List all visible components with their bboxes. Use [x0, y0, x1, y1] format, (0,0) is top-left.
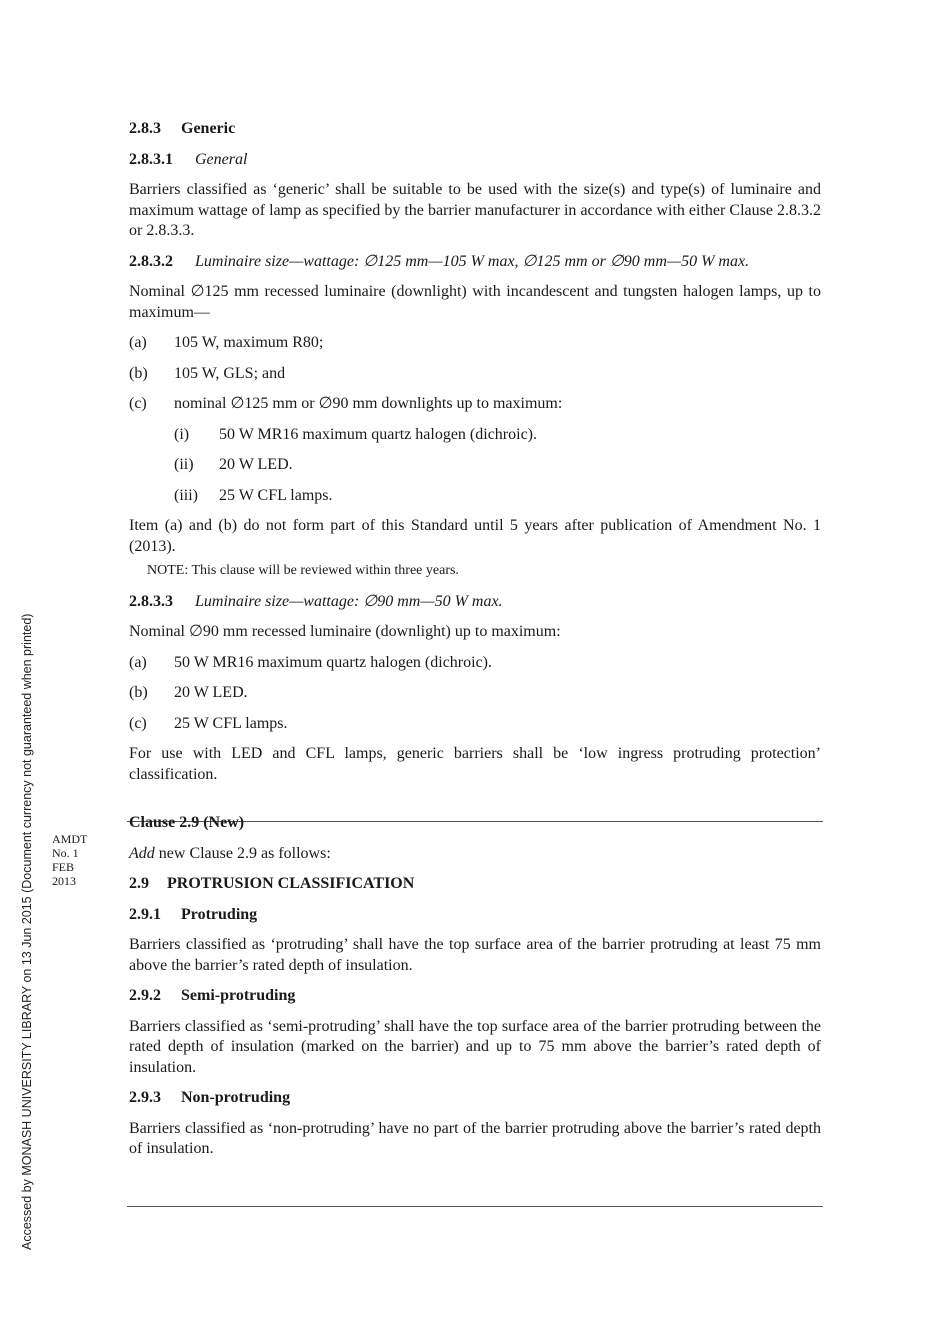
sub-list-label: (iii) [174, 486, 198, 504]
section-number: 2.9 [129, 875, 149, 892]
clause-2-9-1-body: Barriers classified as ‘protruding’ shall have the top surface area of the barrier protruding at least 75 mm above the barrier’s rated depth of insulation. [129, 936, 821, 974]
sub-list-text: 20 W LED. [219, 456, 293, 473]
clause-2-8-3-3-intro: Nominal ∅90 mm recessed luminaire (downlight) up to maximum: [129, 623, 561, 640]
sub-list-text: 50 W MR16 maximum quartz halogen (dichroic). [219, 425, 538, 443]
list-label: (b) [129, 684, 148, 701]
sub-list-item [129, 486, 821, 507]
clause-2-9-1-heading [129, 905, 821, 926]
clause-2-8-3-3-after: For use with LED and CFL lamps, generic barriers shall be ‘low ingress protruding protection’ classification. [129, 745, 821, 783]
clause-note: NOTE: This clause will be reviewed within three years. [147, 563, 459, 578]
clause-title: Protruding [181, 905, 258, 923]
section-2-9-heading [129, 874, 821, 895]
sub-list-label: (ii) [174, 456, 194, 473]
amendment-margin-note [52, 832, 87, 888]
clause-title: Luminaire size—wattage [195, 252, 354, 270]
add-rest: new Clause 2.9 as follows: [154, 844, 331, 862]
clause-number: 2.8.3.1 [129, 150, 173, 168]
clause-title: Semi-protruding [181, 987, 296, 1004]
clause-2-9-new-heading: Clause 2.9 (New) [129, 814, 245, 831]
clause-2-8-3-1-body: Barriers classified as ‘generic’ shall be suitable to be used with the size(s) and type(s) of luminaire and maximum wattage of lamp as specified by the barrier manufacturer in accordance with either Clause 2.8.3.2 or 2.8.3.3. [129, 181, 821, 239]
clause-2-8-3-2-heading [129, 252, 821, 273]
clause-number: 2.9.1 [129, 905, 161, 923]
amdt-line-3: FEB [52, 860, 75, 874]
amdt-line-4: 2013 [52, 874, 76, 888]
clause-2-8-3-2-after: Item (a) and (b) do not form part of this Standard until 5 years after publication of Amendment No. 1 (2013). [129, 517, 821, 555]
list-item [129, 394, 821, 415]
section-title: Generic [181, 120, 236, 137]
list-text: 20 W LED. [174, 684, 248, 701]
clause-number: 2.8.3.3 [129, 592, 173, 610]
clause-number: 2.9.2 [129, 987, 161, 1004]
list-item [129, 714, 821, 735]
clause-title: Non-protruding [181, 1089, 291, 1106]
clause-2-8-3-3-heading [129, 592, 821, 613]
list-label: (a) [129, 653, 147, 671]
add-instruction [129, 844, 821, 865]
list-text: 50 W MR16 maximum quartz halogen (dichroic). [174, 653, 493, 671]
clause-title-rest: : ∅125 mm—105 W max, ∅125 mm or ∅90 mm—50 W max. [353, 252, 750, 270]
list-text: 105 W, GLS; and [174, 364, 286, 382]
sub-list-text: 25 W CFL lamps. [219, 486, 333, 504]
clause-2-8-3-2-intro: Nominal ∅125 mm recessed luminaire (downlight) with incandescent and tungsten halogen lamps, up to maximum— [129, 283, 821, 321]
section-title: PROTRUSION CLASSIFICATION [167, 875, 415, 892]
amdt-line-2: No. 1 [52, 846, 79, 860]
clause-title: Luminaire size—wattage: ∅90 mm—50 W max. [195, 592, 503, 610]
clause-2-9-3-heading [129, 1088, 821, 1109]
list-item [129, 364, 821, 385]
add-word: Add [129, 844, 155, 862]
amdt-line-1: AMDT [52, 832, 88, 846]
clause-2-8-3-1-heading [129, 150, 821, 171]
clause-number: 2.8.3.2 [129, 252, 173, 270]
list-label: (b) [129, 364, 148, 382]
list-text: 105 W, maximum R80; [174, 334, 324, 351]
access-watermark: Accessed by MONASH UNIVERSITY LIBRARY on 13 Jun 2015 (Document currency not guaranteed when printed) [20, 613, 34, 1250]
clause-number: 2.9.3 [129, 1089, 161, 1106]
list-item [129, 683, 821, 704]
list-text: 25 W CFL lamps. [174, 714, 288, 732]
list-item [129, 333, 821, 354]
list-label: (a) [129, 334, 147, 351]
sub-list-item [129, 455, 821, 476]
clause-2-9-3-body: Barriers classified as ‘non-protruding’ have no part of the barrier protruding above the barrier’s rated depth of insulation. [129, 1119, 821, 1157]
section-2-8-3-heading [129, 119, 821, 140]
clause-2-9-2-body: Barriers classified as ‘semi-protruding’ shall have the top surface area of the barrier protruding between the rated depth of insulation (marked on the barrier) and up to 75 mm above the barrier’s rated depth of insulation. [129, 1017, 821, 1076]
clause-2-9-2-heading [129, 986, 821, 1007]
clause-title: General [195, 150, 248, 168]
list-text: nominal ∅125 mm or ∅90 mm downlights up to maximum: [174, 395, 563, 412]
sub-list-item [129, 425, 821, 446]
section-number: 2.8.3 [129, 120, 161, 137]
amendment-bottom-rule [127, 1206, 823, 1207]
sub-list-label: (i) [174, 425, 190, 443]
list-label: (c) [129, 395, 147, 412]
document-body [129, 119, 821, 1160]
list-item [129, 653, 821, 674]
list-label: (c) [129, 714, 147, 732]
